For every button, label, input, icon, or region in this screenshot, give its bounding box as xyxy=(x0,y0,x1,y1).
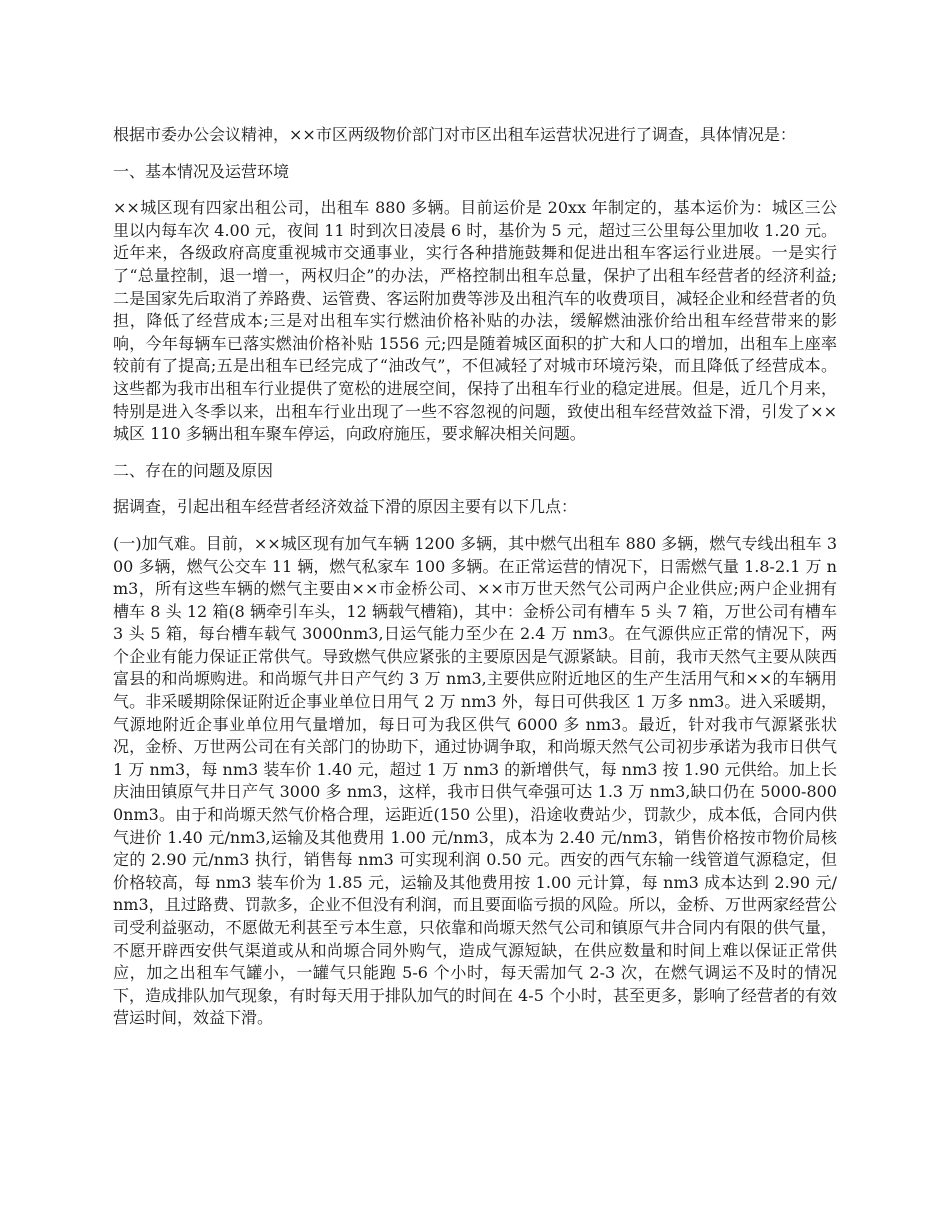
document-body xyxy=(113,124,837,1044)
section-1-paragraph: ××城区现有四家出租公司，出租车 880 多辆。目前运价是 20xx 年制定的，基本运价为：城区三公里以内每车次 4.00 元，夜间 11 时到次日凌晨 6 时，基价为 5 元，超过三公里每公里加收 1.20 元。近年来，各级政府高度重视城市交通事业，实行各种措施鼓舞和促进出租车客运行业进展。一是实行了“总量控制，退一增一，两权归企”的办法，严格控制出租车总量，保护了出租车经营者的经济利益;二是国家先后取消了养路费、运管费、客运附加费等涉及出租汽车的收费项目，减轻企业和经营者的负担，降低了经营成本;三是对出租车实行燃油价格补贴的办法，缓解燃油涨价给出租车经营带来的影响，今年每辆车已落实燃油价格补贴 1556 元;四是随着城区面积的扩大和人口的增加，出租车上座率较前有了提高;五是出租车已经完成了“油改气”，不但减轻了对城市环境污染，而且降低了经营成本。这些都为我市出租车行业提供了宽松的进展空间，保持了出租车行业的稳定进展。但是，近几个月来，特别是进入冬季以来，出租车行业出现了一些不容忽视的问题，致使出租车经营效益下滑，引发了××城区 110 多辆出租车聚车停运，向政府施压，要求解决相关问题。 xyxy=(113,198,837,444)
section-1-heading: 一、基本情况及运营环境 xyxy=(113,161,290,181)
section-2-heading: 二、存在的问题及原因 xyxy=(113,460,274,480)
section-2-item-1-paragraph: (一)加气难。目前，××城区现有加气车辆 1200 多辆，其中燃气出租车 880 多辆，燃气专线出租车 300 多辆，燃气公交车 11 辆，燃气私家车 100 多辆。在正常运营的情况下，日需燃气量 1.8-2.1 万 nm3，所有这些车辆的燃气主要由××市金桥公司、××市万世天然气公司两户企业供应;两户企业拥有槽车 8 头 12 箱(8 辆牵引车头，12 辆载气槽箱)，其中：金桥公司有槽车 5 头 7 箱，万世公司有槽车 3 头 5 箱，每台槽车载气 3000nm3,日运气能力至少在 2.4 万 nm3。在气源供应正常的情况下，两个企业有能力保证正常供气。导致燃气供应紧张的主要原因是气源紧缺。目前，我市天然气主要从陕西富县的和尚塬购进。和尚塬气井日产气约 3 万 nm3,主要供应附近地区的生产生活用气和××的车辆用气。非采暖期除保证附近企事业单位日用气 2 万 nm3 外，每日可供我区 1 万多 nm3。进入采暖期，气源地附近企事业单位用气量增加，每日可为我区供气 6000 多 nm3。最近，针对我市气源紧张状况，金桥、万世两公司在有关部门的协助下，通过协调争取，和尚塬天然气公司初步承诺为我市日供气 1 万 nm3，每 nm3 装车价 1.40 元，超过 1 万 nm3 的新增供气，每 nm3 按 1.90 元供给。加上长庆油田镇原气井日产气 3000 多 nm3，这样，我市日供气牵强可达 1.3 万 nm3,缺口仍在 5000-8000nm3。由于和尚塬天然气价格合理，运距近(150 公里)，沿途收费站少，罚款少，成本低，合同内供气进价 1.40 元/nm3,运输及其他费用 1.00 元/nm3，成本为 2.40 元/nm3，销售价格按市物价局核定的 2.90 元/nm3 执行，销售每 nm3 可实现利润 0.50 元。西安的西气东输一线管道气源稳定，但价格较高，每 nm3 装车价为 1.85 元，运输及其他费用按 1.00 元计算，每 nm3 成本达到 2.90 元/nm3，且过路费、罚款多，企业不但没有利润，而且要面临亏损的风险。所以，金桥、万世两家经营公司受利益驱动，不愿做无利甚至亏本生意，只依靠和尚塬天然气公司和镇原气井合同内有限的供气量，不愿开辟西安供气渠道或从和尚塬合同外购气，造成气源短缺，在供应数量和时间上难以保证正常供应，加之出租车气罐小，一罐气只能跑 5-6 个小时，每天需加气 2-3 次，在燃气调运不及时的情况下，造成排队加气现象，有时每天用于排队加气的时间在 4-5 个小时，甚至更多，影响了经营者的有效营运时间，效益下滑。 xyxy=(113,533,837,1028)
section-2-intro-paragraph: 据调查，引起出租车经营者经济效益下滑的原因主要有以下几点： xyxy=(113,497,578,517)
intro-paragraph: 根据市委办公会议精神，××市区两级物价部门对市区出租车运营状况进行了调查，具体情况是： xyxy=(113,125,796,144)
